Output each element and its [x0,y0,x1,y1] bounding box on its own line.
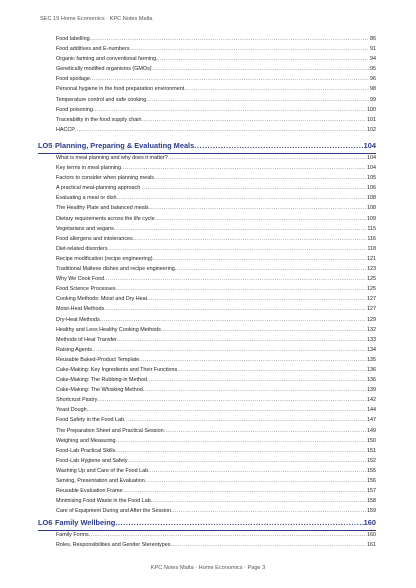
toc-entry-title: Food spoilage [56,76,90,83]
toc-entry-title: Cake-Making: The Rubbing-in Method [56,377,147,384]
toc-entry[interactable] [56,405,376,415]
dot-leader [97,395,366,405]
toc-entry-page-number: 132 [367,326,376,333]
dot-leader [145,476,366,486]
dot-leader [90,74,369,84]
dot-leader [115,517,363,529]
toc-entry[interactable] [56,105,376,115]
dot-leader [121,163,366,173]
dot-leader [115,446,366,456]
toc-entry[interactable] [56,355,376,365]
dot-leader [104,304,366,314]
toc-entry-page-number: 144 [367,407,376,414]
toc-entry[interactable] [56,244,376,254]
toc-entry[interactable] [56,234,376,244]
toc-entry-title: Care of Equipment During and After the Session [56,508,172,515]
toc-entry[interactable] [56,193,376,203]
dot-leader [152,254,366,264]
dot-leader [146,95,369,105]
toc-entry-page-number: 86 [370,36,376,42]
toc-entry-title: Cake-Making: Key Ingredients and Their Functions [56,366,178,373]
toc-entry-page-number: 100 [367,106,376,113]
toc-entry-title: Temperature control and safe cooking [56,96,147,103]
dot-leader [75,125,366,135]
toc-entry-page-number: 104 [367,165,376,172]
toc-entry-page-number: 121 [367,255,376,262]
dot-leader [90,34,369,44]
toc-entry[interactable] [56,304,376,314]
dot-leader [108,244,367,254]
dot-leader [116,436,366,446]
toc-entry[interactable] [56,214,376,224]
dot-leader [154,173,366,183]
dot-leader [177,365,366,375]
toc-entry[interactable] [56,254,376,264]
dot-leader [149,203,366,213]
toc-entry-page-number: 109 [367,215,376,222]
section-title: Family Wellbeing [55,518,116,527]
toc-entry-title: Personal hygiene in the food preparation environment [56,86,185,93]
dot-leader [140,183,366,193]
toc-entry-title: Food-Lab Practical Skills [56,447,116,454]
toc-lo6-entries [56,530,376,550]
toc-entry[interactable] [56,466,376,476]
toc-entry[interactable] [56,530,376,540]
toc-entry[interactable] [56,203,376,213]
section-heading-lo6[interactable] [38,517,376,529]
toc-entry-title: Cooking Methods: Moist and Dry Heat [56,296,148,303]
toc-entry[interactable] [56,315,376,325]
toc-entry-page-number: 129 [367,316,376,323]
toc-entry[interactable] [56,365,376,375]
toc-entry[interactable] [56,446,376,456]
dot-leader [129,44,369,54]
toc-entry-page-number: 135 [367,356,376,363]
dot-leader [147,294,366,304]
toc-entry-title: Food labelling [56,36,90,42]
toc-entry-title: HACCP [56,126,75,133]
dot-leader [89,530,366,540]
toc-entry-title: Food-Lab Hygiene and Safety [56,457,128,464]
toc-entry-page-number: 108 [367,195,376,202]
toc-entry-page-number: 136 [367,377,376,384]
toc-entry-page-number: 94 [370,56,376,63]
dot-leader [148,466,366,476]
toc-entry-title: Organic farming and conventional farming [56,56,157,63]
dot-leader [100,315,366,325]
toc-entry-title: Yeast Dough [56,407,87,414]
dot-leader [104,274,366,284]
dot-leader [152,64,369,74]
dot-leader [117,193,366,203]
dot-leader [171,506,366,516]
toc-entry-title: Food allergens and intolerances [56,235,133,242]
toc-entry[interactable] [56,426,376,436]
toc-entry-title: Serving, Presentation and Evaluation [56,478,145,484]
toc-entry-page-number: 101 [367,116,376,123]
toc-entry-page-number: 157 [367,488,376,495]
toc-entry-page-number: 136 [367,366,376,373]
toc-entry-title: The Preparation Sheet and Practical Session [56,427,164,434]
dot-leader [194,140,363,152]
toc-entry-title: Minimising Food Waste in the Food Lab [56,498,151,505]
toc-entry[interactable] [56,64,376,74]
toc-entry[interactable] [56,74,376,84]
toc-entry[interactable] [56,54,376,64]
toc-entry-page-number: 96 [370,76,376,83]
toc-entry-page-number: 156 [367,478,376,484]
toc-entry-title: Cake-Making: The Whisking Method [56,387,143,394]
toc-entry-title: Factors to consider when planning meals [56,175,154,182]
toc-entry[interactable] [56,395,376,405]
dot-leader [128,456,366,466]
toc-entry-page-number: 118 [367,245,376,252]
toc-lo5-entries [56,153,376,516]
toc-entry-title: Reusable Evaluation Frame [56,488,123,495]
toc-entry-title: The Healthy Plate and balanced meals [56,205,149,212]
toc-entry-title: Food additives and E-numbers [56,46,130,53]
toc-entry-page-number: 150 [367,437,376,444]
toc-entry[interactable] [56,183,376,193]
toc-entry-page-number: 125 [367,276,376,283]
toc-entry-title: Traceability in the food supply chain [56,116,142,123]
toc-entry-title: Traditional Maltese dishes and recipe engineering [56,266,175,273]
toc-entry-title: Key terms in meal planning [56,165,122,172]
dot-leader [124,415,366,425]
dot-leader [87,405,366,415]
toc-entry-title: Why We Cook Food [56,276,105,283]
toc-entry-page-number: 151 [367,447,376,454]
toc-entry[interactable] [56,264,376,274]
dot-leader [139,355,366,365]
section-heading-lo5[interactable] [38,140,376,152]
toc-entry[interactable] [56,415,376,425]
toc-entry-page-number: 158 [367,498,376,505]
dot-leader [143,385,366,395]
toc-entry-page-number: 142 [367,397,376,404]
toc-entry-page-number: 104 [367,155,376,161]
toc-entry-page-number: 102 [367,126,376,133]
toc-entry[interactable] [56,506,376,516]
toc-entry-title: Family Forms [56,532,89,538]
toc-entry[interactable] [56,325,376,335]
dot-leader [116,284,366,294]
toc-entry-title: What is meal planning and why does it matter? [56,155,168,161]
toc-entry-page-number: 161 [367,542,376,549]
toc-entry-page-number: 160 [367,532,376,538]
toc-entry-page-number: 155 [367,467,376,474]
toc-entry[interactable] [56,436,376,446]
toc-entry[interactable] [56,496,376,506]
toc-entry[interactable] [56,294,376,304]
dot-leader [161,325,366,335]
toc-entry-page-number: 123 [367,266,376,273]
toc-entry-title: Weighing and Measuring [56,437,116,444]
toc-entry-page-number: 127 [367,306,376,313]
toc-entry[interactable] [56,345,376,355]
toc-entry-page-number: 133 [367,336,376,343]
dot-leader [156,54,369,64]
toc-entry-title: Diet-related disorders [56,245,108,252]
toc-entry-page-number: 91 [370,46,376,53]
section-page-number: 104 [363,141,376,150]
toc-entry[interactable] [56,456,376,466]
toc-entry-page-number: 99 [370,96,376,103]
dot-leader [155,214,366,224]
toc-entry-page-number: 116 [367,235,376,242]
toc-entry[interactable] [56,163,376,173]
toc-entry[interactable] [56,84,376,94]
dot-leader [117,335,366,345]
toc-entry[interactable] [56,274,376,284]
dot-leader [114,224,367,234]
toc-entry-title: Moist-Heat Methods [56,306,105,313]
toc-entry-title: Food Safety in the Food Lab [56,417,125,424]
toc-entry-title: Reusable Baked-Product Template [56,356,140,363]
toc-entry[interactable] [56,385,376,395]
toc-entry-page-number: 134 [367,346,376,353]
dot-leader [147,375,366,385]
toc-entry[interactable] [56,476,376,486]
toc-entry-title: Dry-Heat Methods [56,316,100,323]
dot-leader [151,496,366,506]
dot-leader [184,84,369,94]
toc-entry[interactable] [56,125,376,135]
dot-leader [175,264,366,274]
toc-entry-title: A practical meal-planning approach [56,185,141,192]
toc-entry[interactable] [56,95,376,105]
toc-entry[interactable] [56,224,376,234]
toc-entry-title: Food Science Processes [56,286,116,293]
toc-entry-title: Food poisoning [56,106,93,113]
toc-entry[interactable] [56,375,376,385]
toc-entry-page-number: 147 [367,417,376,424]
page-footer: KPC Notes Malta · Home Economics · Page 3 [150,565,266,571]
toc-entry-title: Healthy and Less Healthy Cooking Methods [56,326,161,333]
toc-entry-title: Genetically modified organisms (GMOs) [56,66,152,73]
toc-entry[interactable] [56,44,376,54]
toc-entry-title: Dietary requirements across the life cycle [56,215,155,222]
toc-entry[interactable] [56,115,376,125]
dot-leader [170,540,366,550]
dot-leader [133,234,367,244]
page-header: SEC 19 Home Economics · KPC Notes Malta [40,16,153,22]
toc-entry-page-number: 152 [367,457,376,464]
toc-entry-title: Vegetarians and vegans [56,225,114,232]
toc-entry[interactable] [56,284,376,294]
toc-entry[interactable] [56,486,376,496]
toc-entry[interactable] [56,540,376,550]
toc-top-entries [56,34,376,135]
toc-entry-page-number: 149 [367,427,376,434]
toc-entry[interactable] [56,153,376,163]
toc-entry-title: Methods of Heat Transfer [56,336,117,343]
section-code: LO6 [38,518,53,527]
toc-entry[interactable] [56,173,376,183]
dot-leader [168,153,366,163]
toc-entry-page-number: 95 [370,66,376,73]
toc-entry-title: Evaluating a meal or dish [56,195,117,202]
toc-entry-title: Shortcrust Pastry [56,397,98,404]
dot-leader [92,345,366,355]
dot-leader [123,486,366,496]
toc-entry-title: Raising Agents [56,346,92,353]
toc-entry-page-number: 106 [367,185,376,192]
toc-entry-page-number: 139 [367,387,376,394]
toc-entry-page-number: 127 [367,296,376,303]
toc-entry-title: Roles, Responsibilities and Gender Stereotypes [56,542,171,549]
toc-entry-page-number: 159 [367,508,376,515]
toc-entry[interactable] [56,34,376,44]
toc-entry-page-number: 98 [370,86,376,93]
toc-entry-page-number: 105 [367,175,376,182]
toc-entry[interactable] [56,335,376,345]
section-page-number: 160 [363,518,376,527]
section-code: LO5 [38,141,53,150]
toc-entry-page-number: 115 [367,225,376,232]
toc-entry-title: Recipe modification (recipe engineering) [56,255,153,262]
dot-leader [164,426,366,436]
toc-entry-page-number: 125 [367,286,376,293]
dot-leader [142,115,367,125]
toc-entry-title: Washing Up and Care of the Food Lab [56,467,149,474]
toc-entry-page-number: 108 [367,205,376,212]
dot-leader [93,105,366,115]
section-title: Planning, Preparing & Evaluating Meals [55,141,195,150]
